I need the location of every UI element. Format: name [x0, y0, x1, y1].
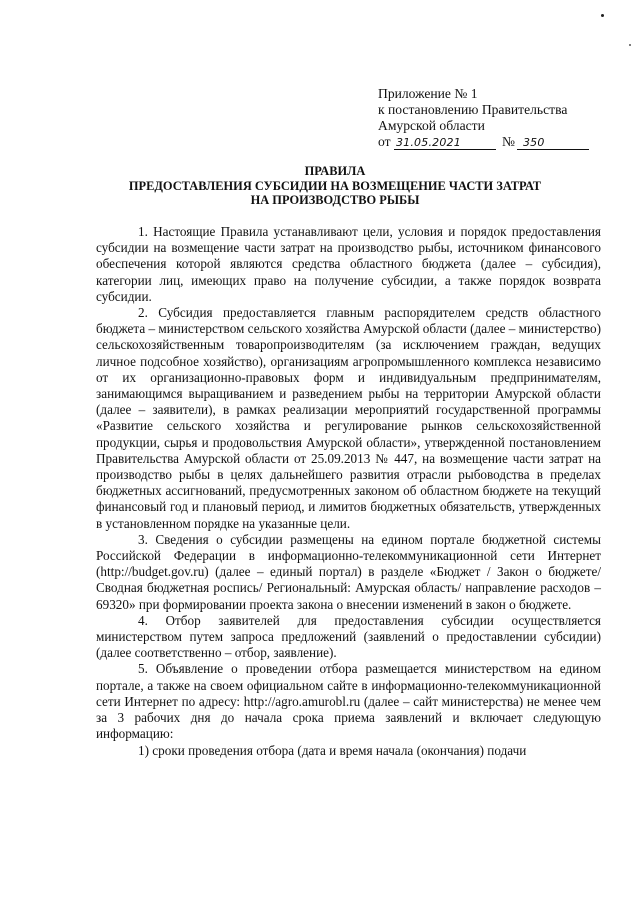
title-line: НА ПРОИЗВОДСТВО РЫБЫ	[250, 193, 420, 207]
from-label: от	[378, 134, 391, 149]
paragraph-1: 1. Настоящие Правила устанавливают цели, условия и порядок предоставления субсидии на возмещение части затрат на производство рыбы, источником финансового обеспечения которой являются средства областного бюджета (далее – субсидия), категории лиц, имеющих право на получение субсидии, а также порядок возврата субсидии.	[96, 224, 601, 304]
appendix-line: Амурской области	[378, 118, 485, 133]
document-title	[100, 164, 570, 208]
number-label: №	[501, 134, 515, 149]
appendix-header	[378, 86, 618, 150]
handwritten-number: 350	[517, 136, 589, 150]
title-line: ПРЕДОСТАВЛЕНИЯ СУБСИДИИ НА ВОЗМЕЩЕНИЕ ЧАСТИ ЗАТРАТ	[128, 178, 542, 193]
scan-speck	[629, 44, 631, 46]
document-body	[96, 224, 601, 759]
paragraph-2: 2. Субсидия предоставляется главным распорядителем средств областного бюджета – министерством сельского хозяйства Амурской области (далее – министерство) сельскохозяйственным товаропроизводителям (за исключением граждан, ведущих личное подсобное хозяйство), организациям агропромышленного комплекса независимо от их организационно-правовых форм и индивидуальным предпринимателям, занимающимся выращиванием и разведением рыбы на территории Амурской области (далее – заявители), в рамках реализации мероприятий государственной программы «Развитие сельского хозяйства и регулирование рынков сельскохозяйственной продукции, сырья и продовольствия Амурской области», утвержденной постановлением Правительства Амурской области от 25.09.2013 № 447, на возмещение части затрат на производство рыбы в целях дальнейшего развития отрасли рыбоводства в пределах бюджетных ассигнований, предусмотренных законом об областном бюджете на текущий финансовый год и плановый период, и лимитов бюджетных обязательств, утвержденных в установленном порядке на указанные цели.	[96, 305, 601, 531]
title-line: ПРАВИЛА	[304, 164, 366, 178]
paragraph-5: 5. Объявление о проведении отбора размещается министерством на едином портале, а также на своем официальном сайте в информационно-телекоммуникационной сети Интернет по адресу: http://agro.amurobl.ru (далее – сайт министерства) не менее чем за 3 рабочих дня до начала срока приема заявлений и включает следующую информацию:	[96, 661, 601, 742]
appendix-line: к постановлению Правительства	[378, 102, 568, 117]
scan-speck	[601, 14, 604, 17]
appendix-date-line	[378, 134, 618, 150]
paragraph-4: 4. Отбор заявителей для предоставления субсидии осуществляется министерством путем запроса предложений (заявлений о предоставлении субсидии) (далее соответственно – отбор, заявление).	[96, 612, 601, 661]
paragraph-3: 3. Сведения о субсидии размещены на едином портале бюджетной системы Российской Федерации в информационно-телекоммуникационной сети Интернет (http://budget.gov.ru) (далее – единый портал) в разделе «Бюджет / Закон о бюджете/ Сводная бюджетная роспись/ Региональный: Амурская область/ направление расходов – 69320» при формировании проекта закона о внесении изменений в закон о бюджете.	[96, 531, 601, 612]
paragraph-5-item-1: 1) сроки проведения отбора (дата и время начала (окончания) подачи	[138, 742, 527, 758]
appendix-line: Приложение № 1	[378, 86, 478, 101]
handwritten-date: 31.05.2021	[394, 136, 496, 150]
